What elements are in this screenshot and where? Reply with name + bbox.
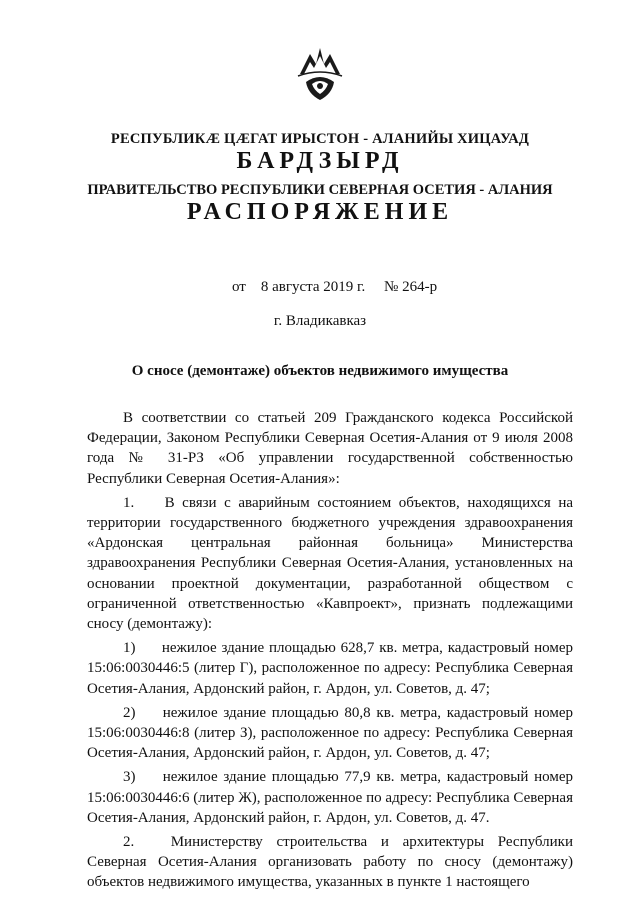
- coat-of-arms-emblem: [292, 44, 348, 106]
- paragraph-1: [87, 493, 573, 634]
- list-item-text: нежилое здание площадью 80,8 кв. метра, кадастровый номер 15:06:0030446:8 (литер З), расположенное по адресу: Республика Северная Осетия-Алания, Ардонский район, г. Ардон, ул. Советов, д. 47;: [87, 704, 574, 762]
- date-line: [232, 279, 437, 296]
- list-item-number: 1): [123, 640, 136, 657]
- intro-paragraph: В соответствии со статьей 209 Гражданского кодекса Российской Федерации, Законом Республики Северная Осетия-Алания от 9 июля 2008 года № 31-РЗ «Об управлении государственной собственностью Республики Северная Осетия-Алания»:: [87, 410, 573, 487]
- paragraph-1-text: В связи с аварийным состоянием объектов, находящихся на территории государственного бюджетного учреждения здравоохранения «Ардонская центральная районная больница» Министерства здравоохранения Республики Северная Осетия-Алания, установленных на основании проектной документации, разработанной обществом с ограниченной ответственностью «Кавпроект», признать подлежащими сносу (демонтажу):: [87, 494, 574, 633]
- paragraph-1-number: 1.: [123, 494, 135, 511]
- order-number: № 264-р: [384, 279, 438, 295]
- header-government: ПРАВИТЕЛЬСТВО РЕСПУБЛИКИ СЕВЕРНАЯ ОСЕТИЯ - АЛАНИЯ: [87, 182, 553, 198]
- from-label: от: [232, 279, 246, 295]
- city: г. Владикавказ: [273, 313, 367, 329]
- list-item: [87, 767, 573, 828]
- header-bardzyrd: БАРДЗЫРД: [236, 148, 404, 174]
- list-item-number: 3): [123, 769, 136, 786]
- list-item: [87, 638, 573, 699]
- paragraph-2-number: 2.: [123, 834, 135, 851]
- list-item-text: нежилое здание площадью 77,9 кв. метра, кадастровый номер 15:06:0030446:6 (литер Ж), расположенное по адресу: Республика Северная Осетия-Алания, Ардонский район, г. Ардон, ул. Советов, д. 47.: [87, 769, 574, 826]
- paragraph-2-text: Министерству строительства и архитектуры Республики Северная Осетия-Алания организовать работу по сносу (демонтажу) объектов недвижимого имущества, указанных в пункте 1 настоящего: [87, 834, 573, 891]
- header-order-title: РАСПОРЯЖЕНИЕ: [186, 199, 454, 225]
- list-item: [87, 703, 573, 764]
- order-subject: О сносе (демонтаже) объектов недвижимого имущества: [131, 363, 509, 379]
- order-body: [87, 408, 573, 897]
- order-date: 8 августа 2019 г.: [260, 279, 366, 295]
- paragraph-2: [87, 832, 573, 893]
- header-line-ossetian: РЕСПУБЛИКӔ ЦӔГАТ ИРЫСТОН - АЛАНИЙЫ ХИЦАУАД: [110, 131, 530, 147]
- list-item-text: нежилое здание площадью 628,7 кв. метра, кадастровый номер 15:06:0030446:5 (литер Г), расположенное по адресу: Республика Северная Осетия-Алания, Ардонский район, г. Ардон, ул. Советов, д. 47;: [87, 640, 574, 697]
- list-item-number: 2): [123, 704, 136, 721]
